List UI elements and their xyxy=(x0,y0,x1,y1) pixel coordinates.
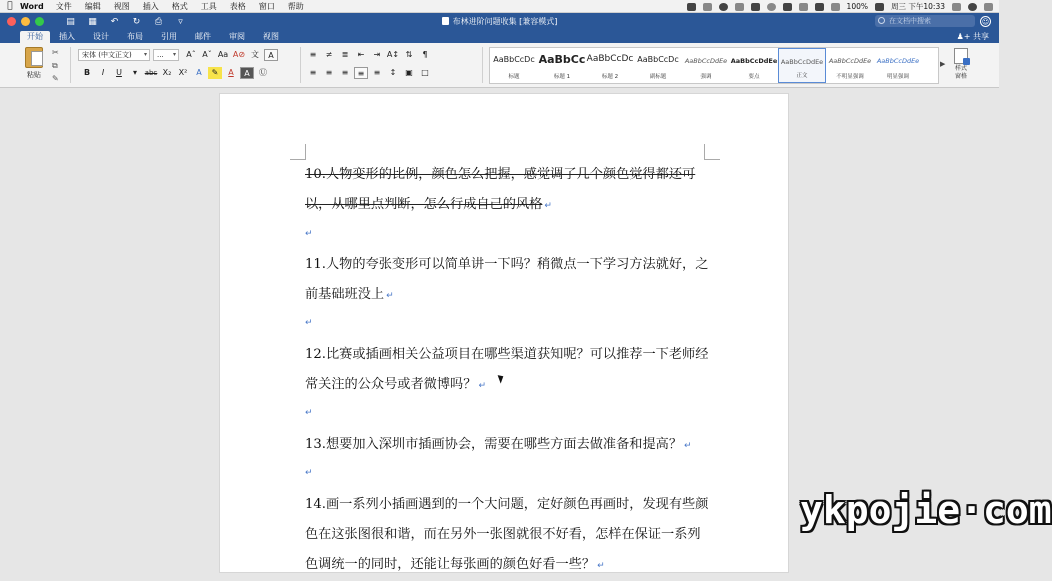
notification-center-icon[interactable] xyxy=(984,3,993,11)
undo-icon[interactable]: ↶ xyxy=(110,16,119,27)
macos-menubar xyxy=(0,0,999,13)
shading-icon[interactable]: ▣ xyxy=(405,68,413,77)
style-title[interactable]: AaBbCcDc 标题 xyxy=(493,55,535,80)
align-left-icon[interactable]: ≡ xyxy=(309,68,317,77)
align-center-icon[interactable]: ≡ xyxy=(325,68,333,77)
decrease-indent-icon[interactable]: ⇤ xyxy=(357,50,365,59)
user-avatar-icon[interactable] xyxy=(968,3,977,11)
paragraph-top-tools xyxy=(306,49,432,61)
window-controls xyxy=(7,17,44,26)
style-normal[interactable]: AaBbCcDdEe 正文 xyxy=(778,48,826,83)
tab-home[interactable]: 开始 xyxy=(20,31,50,43)
tab-insert[interactable]: 插入 xyxy=(59,32,75,41)
ribbon-divider xyxy=(70,47,71,83)
sort-icon[interactable]: ⇅ xyxy=(405,50,413,59)
menu-window[interactable]: 窗口 xyxy=(258,1,275,11)
wifi-icon[interactable] xyxy=(799,3,808,11)
clipboard-icon xyxy=(25,47,43,68)
close-window-button[interactable] xyxy=(7,17,16,26)
paragraph-question-13[interactable]: 13.想要加入深圳市插画协会，需要在哪些方面去做准备和提高？ ↵ xyxy=(305,437,692,452)
style-heading-2[interactable]: AaBbCcDc 标题 2 xyxy=(586,54,634,80)
ribbon-divider xyxy=(300,47,301,83)
status-app-icon[interactable] xyxy=(719,3,728,11)
menubar-clock[interactable]: 周三 下午10:33 xyxy=(891,2,945,11)
change-case-icon[interactable]: Aa xyxy=(217,50,229,59)
ribbon-divider xyxy=(482,47,483,83)
clipboard-tools xyxy=(52,46,59,85)
chevron-down-icon: ▾ xyxy=(143,51,147,58)
menu-view[interactable]: 视图 xyxy=(113,1,130,11)
paragraph-mark: ↵ xyxy=(305,318,313,328)
apple-menu-icon[interactable] xyxy=(0,1,20,11)
save-icon[interactable]: ▦ xyxy=(88,16,97,27)
paragraph-question-10[interactable]: 10.人物变形的比例，颜色怎么把握，感觉调了几个颜色觉得都还可以，从哪里点判断，怎么行成自己的风格 ↵ xyxy=(305,167,696,212)
tab-references[interactable]: 引用 xyxy=(161,32,177,41)
document-page[interactable] xyxy=(219,93,789,573)
word-doc-icon xyxy=(442,17,449,25)
paragraph-question-11[interactable]: 11.人物的夸张变形可以简单讲一下吗？稍微点一下学习方法就好，之前基础班没上 ↵ xyxy=(305,257,709,302)
paragraph-mark: ↵ xyxy=(305,408,313,418)
tab-review[interactable]: 审阅 xyxy=(229,32,245,41)
tab-mailings[interactable]: 邮件 xyxy=(195,32,211,41)
paragraph-mark: ↵ xyxy=(305,468,313,478)
minimize-window-button[interactable] xyxy=(21,17,30,26)
status-app-icon[interactable] xyxy=(751,3,760,11)
font-bottom-tools xyxy=(80,67,270,79)
customize-qat-icon[interactable]: ▿ xyxy=(178,16,183,27)
word-titlebar xyxy=(0,13,999,30)
text-effects-icon[interactable]: A xyxy=(196,68,202,77)
chevron-down-icon[interactable]: ▾ xyxy=(132,68,137,77)
strikethrough-icon[interactable]: abc xyxy=(144,69,158,77)
copy-icon[interactable]: ⧉ xyxy=(52,61,58,70)
paragraph-question-12[interactable]: 12.比赛或插画相关公益项目在哪些渠道获知呢？可以推荐一下老师经常关注的公众号或者微博吗？ ↵ xyxy=(305,347,709,392)
italic-icon[interactable]: I xyxy=(101,68,105,77)
status-app-icon[interactable] xyxy=(687,3,696,11)
battery-percent[interactable]: 100% xyxy=(846,2,868,11)
justify-icon[interactable]: ≡ xyxy=(354,67,368,79)
paragraph-mark: ↵ xyxy=(544,201,552,211)
style-subtitle[interactable]: AaBbCcDc 副标题 xyxy=(637,55,679,80)
font-name-select[interactable]: 宋体 (中文正文) ▾ xyxy=(78,49,150,61)
distributed-icon[interactable]: ≡ xyxy=(373,68,381,77)
increase-indent-icon[interactable]: ⇥ xyxy=(373,50,381,59)
paragraph-mark: ↵ xyxy=(305,229,313,239)
decrease-font-size-icon[interactable]: Aˇ xyxy=(202,50,212,59)
menu-tools[interactable]: 工具 xyxy=(200,1,217,11)
gallery-more-arrow-icon[interactable]: ▶ xyxy=(940,60,946,68)
styles-gallery xyxy=(489,47,939,84)
volume-icon[interactable] xyxy=(831,3,840,11)
document-title: 布林进阶问题收集 [兼容模式] xyxy=(0,16,999,27)
paragraph-mark: ↵ xyxy=(597,561,605,571)
numbering-icon[interactable]: ≠ xyxy=(325,50,333,59)
app-menu-word[interactable]: Word xyxy=(20,1,44,11)
menu-insert[interactable]: 插入 xyxy=(142,1,159,11)
enclose-characters-icon[interactable]: Ⓤ xyxy=(259,68,267,77)
align-right-icon[interactable]: ≡ xyxy=(341,68,349,77)
maximize-window-button[interactable] xyxy=(35,17,44,26)
line-spacing-icon[interactable]: ↕ xyxy=(389,68,397,77)
subscript-icon[interactable]: X₂ xyxy=(162,68,172,77)
feedback-smiley-icon[interactable]: ☺ xyxy=(981,17,990,26)
cut-icon[interactable]: ✂ xyxy=(52,48,59,57)
display-icon[interactable] xyxy=(815,3,824,11)
paragraph-mark: ↵ xyxy=(386,291,394,301)
paste-button[interactable]: 粘贴 xyxy=(22,47,46,85)
style-intense-emphasis[interactable]: AaBbCcDdEe 明显强调 xyxy=(876,57,920,80)
margin-corner-mark xyxy=(290,144,306,160)
style-emphasis[interactable]: AaBbCcDdEe 强调 xyxy=(684,57,728,80)
styles-pane-icon xyxy=(954,48,968,64)
print-icon[interactable]: ⎙ xyxy=(154,16,163,27)
clear-formatting-icon[interactable]: A⊘ xyxy=(232,50,246,59)
site-watermark: ykpojie·com xyxy=(800,488,1052,532)
format-painter-icon[interactable]: ✎ xyxy=(52,74,59,83)
superscript-icon[interactable]: X² xyxy=(178,68,188,77)
highlight-color-icon[interactable]: ✎ xyxy=(208,67,222,79)
phonetic-guide-icon[interactable]: 文 xyxy=(251,50,259,59)
text-direction-icon[interactable]: A↕ xyxy=(386,50,400,59)
increase-font-size-icon[interactable]: Aˆ xyxy=(186,50,196,59)
spotlight-icon[interactable] xyxy=(952,3,961,11)
titlebar-right xyxy=(875,15,991,27)
menu-file[interactable]: 文件 xyxy=(55,1,72,11)
status-app-icon[interactable] xyxy=(703,3,712,11)
font-size-select[interactable]: ... ▾ xyxy=(153,49,179,61)
menubar-status-area xyxy=(687,0,993,13)
tab-design[interactable]: 设计 xyxy=(93,32,109,41)
font-top-tools xyxy=(184,49,278,61)
margin-corner-mark xyxy=(704,144,720,160)
redo-icon[interactable]: ↻ xyxy=(132,16,141,27)
menu-format[interactable]: 格式 xyxy=(171,1,188,11)
menu-help[interactable]: 帮助 xyxy=(287,1,304,11)
share-button[interactable]: ♟+ 共享 xyxy=(956,32,989,41)
tab-layout[interactable]: 布局 xyxy=(127,32,143,41)
bold-icon[interactable]: B xyxy=(83,68,91,77)
tab-view[interactable]: 视图 xyxy=(263,32,279,41)
chevron-down-icon: ▾ xyxy=(172,51,176,58)
menu-edit[interactable]: 编辑 xyxy=(84,1,101,11)
status-app-icon[interactable] xyxy=(767,3,776,11)
style-subtle-emphasis[interactable]: AaBbCcDdEe 不明显强调 xyxy=(828,57,872,80)
status-app-icon[interactable] xyxy=(735,3,744,11)
ribbon-home xyxy=(0,43,999,88)
show-marks-icon[interactable]: ¶ xyxy=(422,50,428,59)
paragraph-mark: ↵ xyxy=(684,441,692,451)
ribbon-tabs xyxy=(0,30,999,43)
search-icon xyxy=(878,17,885,24)
menu-table[interactable]: 表格 xyxy=(229,1,246,11)
style-heading-1[interactable]: AaBbCc 标题 1 xyxy=(538,53,586,80)
font-color-icon[interactable]: A xyxy=(228,68,234,77)
character-border-icon[interactable]: A xyxy=(264,49,278,61)
battery-icon[interactable] xyxy=(875,3,884,11)
character-shading-icon[interactable]: A xyxy=(240,67,254,79)
style-strong[interactable]: AaBbCcDdEe 要点 xyxy=(730,57,778,80)
paragraph-bottom-tools xyxy=(306,67,432,79)
quick-access-toolbar xyxy=(64,17,187,27)
paragraph-question-14[interactable]: 14.画一系列小插画遇到的一个大问题，定好颜色再画时，发现有些颜色在这张图很和谐，而在另外一张图就很不好看，怎样在保证一系列色调统一的同时，还能让每张画的颜色好看一些？ ↵ xyxy=(305,497,709,572)
search-document-input[interactable]: 在文档中搜索 xyxy=(875,15,975,27)
status-app-icon[interactable] xyxy=(783,3,792,11)
underline-icon[interactable]: U xyxy=(116,68,122,77)
sidebar-toggle-icon[interactable]: ▤ xyxy=(66,16,75,27)
multilevel-list-icon[interactable]: ≣ xyxy=(341,50,349,59)
borders-icon[interactable]: □ xyxy=(421,68,429,77)
paragraph-mark: ↵ xyxy=(478,381,486,391)
styles-pane-button[interactable]: 样式 窗格 xyxy=(949,48,973,81)
bullets-icon[interactable]: ≡ xyxy=(309,50,317,59)
